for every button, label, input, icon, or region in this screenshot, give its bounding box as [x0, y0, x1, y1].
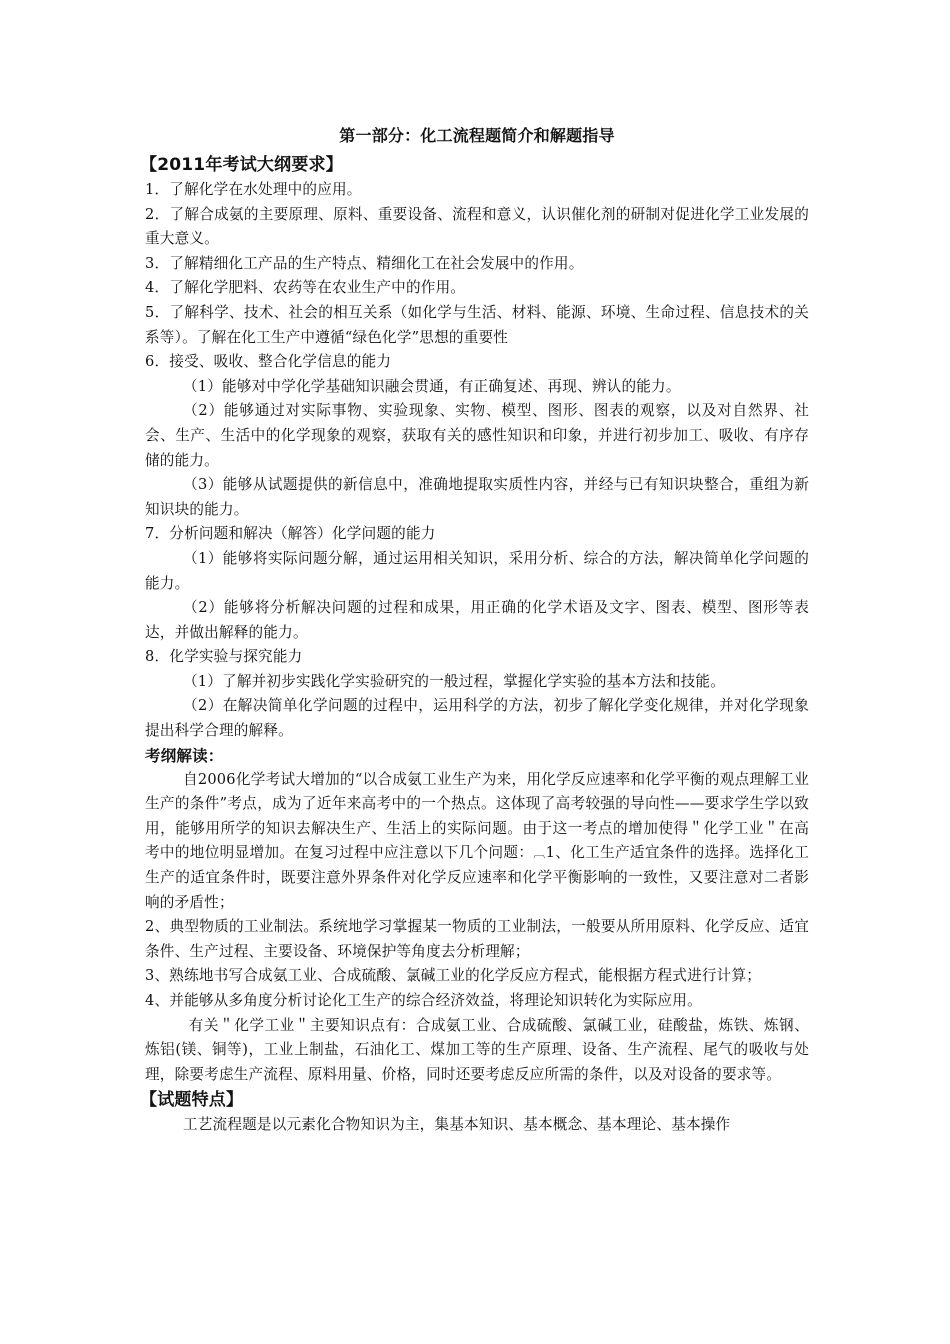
interpretation-paragraph-3: 3、熟练地书写合成氨工业、合成硫酸、氯碱工业的化学反应方程式，能根据方程式进行计算； — [145, 967, 762, 985]
syllabus-item-5: 5．了解科学、技术、社会的相互关系（如化学与生活、材料、能源、环境、生命过程、信息技术的关系等）。了解在化工生产中遵循“绿色化学”思想的重要性 — [145, 303, 809, 346]
interpretation-paragraph-2: 2、典型物质的工业制法。系统地学习掌握某一物质的工业制法，一般要从所用原料、化学反应、适宜条件、生产过程、主要设备、环境保护等角度去分析理解； — [145, 918, 809, 960]
section-heading-features: 【试题特点】 — [140, 1090, 244, 1111]
syllabus-item-8: 8．化学实验与探究能力 — [145, 648, 303, 666]
section-heading-syllabus: 【2011年考试大纲要求】 — [140, 155, 343, 175]
features-paragraph-1: 工艺流程题是以元素化合物知识为主，集基本知识、基本概念、基本理论、基本操作 — [182, 1116, 731, 1134]
interpretation-paragraph-1 — [145, 768, 809, 916]
syllabus-subitem-7-2: （2）能够将分析解决问题的过程和成果，用正确的化学术语及文字、图表、模型、图形等表达，并做出解释的能力。 — [145, 599, 809, 641]
interpretation-text-b: 1、化工生产适宜条件的选择。选择化工生产的适宜条件时，既要注意外界条件对化学反应速率和化学平衡影响的一致性，又要注意对二者影响的矛盾性； — [145, 844, 810, 911]
syllabus-item-4: 4．了解化学肥料、农药等在农业生产中的作用。 — [145, 279, 466, 297]
syllabus-subitem-7-1: （1）能够将实际问题分解，通过运用相关知识，采用分析、综合的方法，解决简单化学问题的能力。 — [145, 549, 809, 592]
interpretation-paragraph-5: 有关＂化学工业＂主要知识点有：合成氨工业、合成硫酸、氯碱工业，硅酸盐，炼铁、炼钢、炼铝(镁、铜等)，工业上制盐，石油化工、煤加工等的生产原理、设备、生产流程、尾气的吸收与处理，除要考虑生产流程、原料用量、价格，同时还要考虑反应所需的条件，以及对设备的要求等。 — [145, 1016, 809, 1083]
syllabus-subitem-8-2: （2）在解决简单化学问题的过程中，运用科学的方法，初步了解化学变化规律，并对化学现象提出科学合理的解释。 — [145, 697, 809, 740]
bracket-glyph: ︹ — [533, 846, 546, 861]
syllabus-subitem-6-1: （1）能够对中学化学基础知识融会贯通，有正确复述、再现、辨认的能力。 — [182, 377, 681, 395]
syllabus-subitem-6-3: （3）能够从试题提供的新信息中，准确地提取实质性内容，并经与已有知识块整合，重组为新知识块的能力。 — [145, 476, 809, 518]
syllabus-item-6: 6．接受、吸收、整合化学信息的能力 — [145, 353, 392, 371]
syllabus-item-1: 1．了解化学在水处理中的应用。 — [145, 181, 362, 198]
syllabus-item-2: 2．了解合成氨的主要原理、原料、重要设备、流程和意义，认识催化剂的研制对促进化学工业发展的重大意义。 — [145, 205, 809, 248]
interpretation-paragraph-4: 4、并能够从多角度分析讨论化工生产的综合经济效益，将理论知识转化为实际应用。 — [145, 992, 702, 1009]
syllabus-subitem-6-2: （2）能够通过对实际事物、实验现象、实物、模型、图形、图表的观察，以及对自然界、社会、生产、生活中的化学现象的观察，获取有关的感性知识和印象，并进行初步加工、吸收、有序存储的能力。 — [145, 402, 809, 469]
syllabus-item-3: 3．了解精细化工产品的生产特点、精细化工在社会发展中的作用。 — [145, 254, 584, 272]
interpretation-text-a: 自2006化学考试大增加的“以合成氨工业生产为来，用化学反应速率和化学平衡的观点理解工业生产的条件”考点，成为了近年来高考中的一个热点。这体现了高考较强的导向性——要求学生学以致用，能够用所学的知识去解决生产、生活上的实际问题。由于这一考点的增加使得＂化学工业＂在高考中的地位明显增加。在复习过程中应注意以下几个问题： — [145, 770, 809, 862]
syllabus-subitem-8-1: （1）了解并初步实践化学实验研究的一般过程，掌握化学实验的基本方法和技能。 — [182, 672, 726, 690]
syllabus-item-7: 7．分析问题和解决（解答）化学问题的能力 — [145, 525, 436, 543]
page-title: 第一部分：化工流程题简介和解题指导 — [339, 126, 615, 145]
document-page — [140, 122, 810, 1138]
section-heading-interpretation: 考纲解读： — [145, 746, 224, 765]
